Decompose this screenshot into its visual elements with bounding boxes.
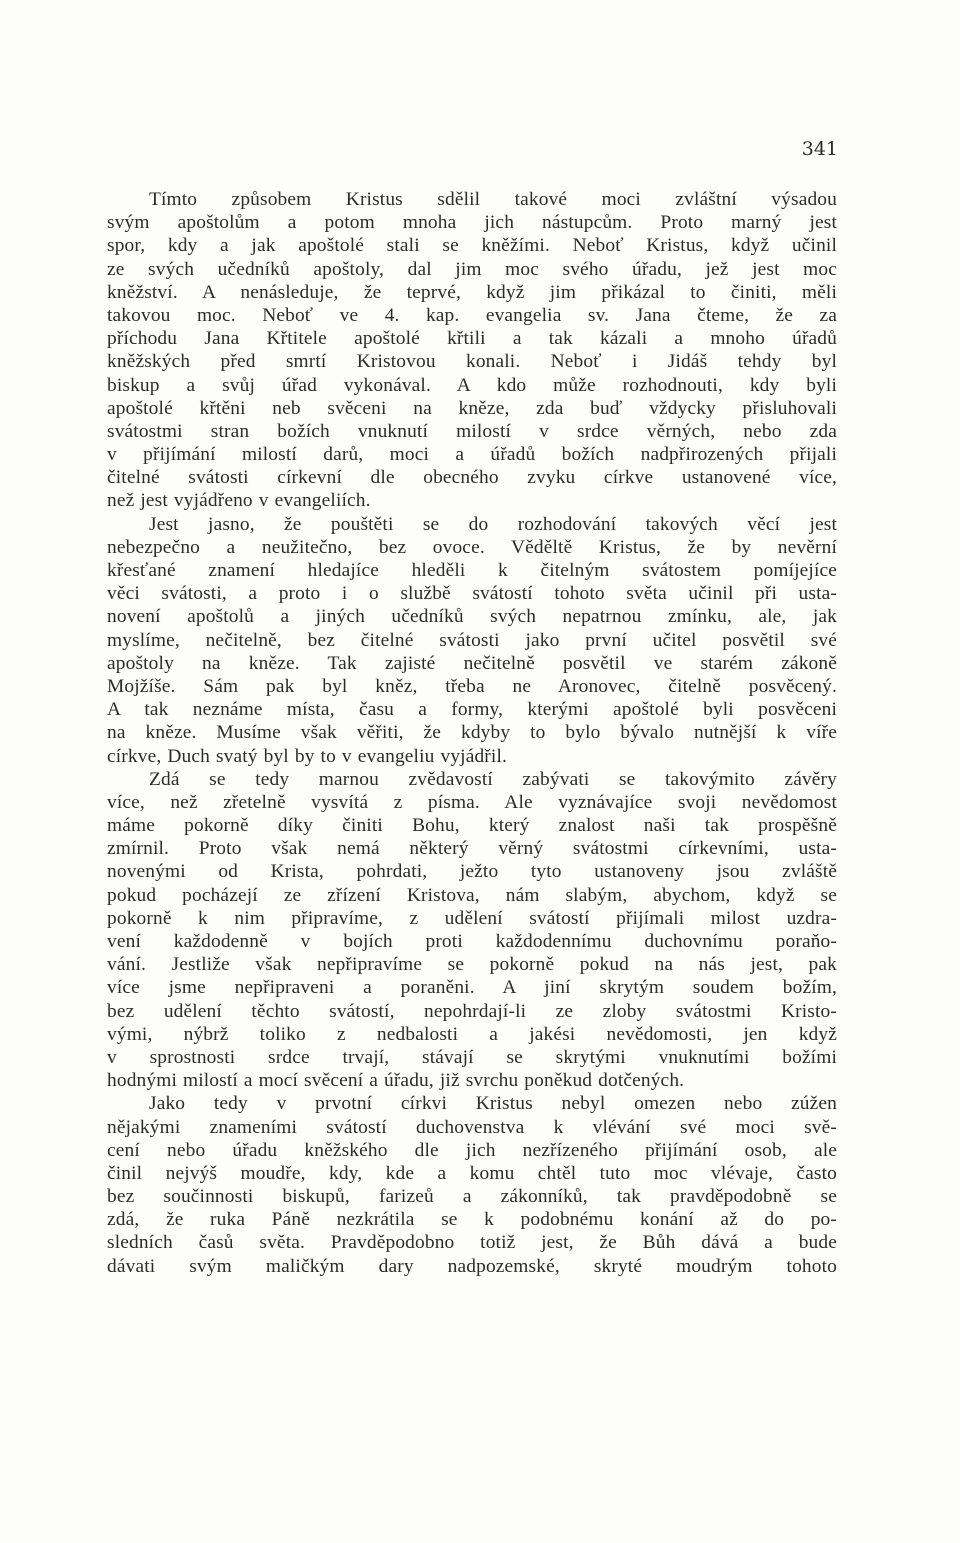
text-line: cení nebo úřadu kněžského dle jich nezřízeného přijímání osob, ale [107, 1139, 837, 1161]
text-line: spor, kdy a jak apoštolé stali se kněžími. Neboť Kristus, když učinil [107, 235, 837, 257]
text-line: církve, Duch svatý byl by to v evangeliu vyjádřil. [107, 745, 507, 767]
text-line: vými, nýbrž toliko z nedbalosti a jakési nevědomosti, jen když [107, 1023, 837, 1045]
text-line: zmírnil. Proto však nemá některý věrný svátostmi církevními, usta- [107, 838, 837, 860]
text-line: pokorně k nim připravíme, z udělení svátostí přijímali milost uzdra- [107, 907, 837, 929]
text-line: více, než zřetelně vysvítá z písma. Ale vyznávajíce svoji nevědomost [107, 791, 837, 813]
text-line: Jako tedy v prvotní církvi Kristus nebyl omezen nebo zúžen [149, 1093, 837, 1115]
text-line: svým apoštolům a potom mnoha jich nástupcům. Proto marný jest [107, 212, 837, 234]
text-line: myslíme, nečitelně, bez čitelné svátosti jako první učitel posvětil své [107, 629, 837, 651]
text-line: zdá, že ruka Páně nezkrátila se k podobnému konání až do po- [107, 1209, 837, 1231]
text-line: nebezpečno a neužitečno, bez ovoce. Věděltě Kristus, že by nevěrní [107, 536, 837, 558]
text-line: Mojžíše. Sám pak byl kněz, třeba ne Aronovec, čitelně posvěcený. [107, 675, 837, 697]
text-line: v sprostnosti srdce trvají, stávají se skrytými vnuknutími božími [107, 1046, 837, 1068]
text-line: kněžství. A nenásleduje, že teprvé, když jim přikázal to činiti, měli [107, 281, 837, 303]
text-line: novení apoštolů a jiných učedníků svých nepatrnou zmínku, ale, jak [107, 606, 837, 628]
text-line: apoštolé křtěni neb svěceni na kněze, zda buď vždycky přisluhovali [107, 397, 837, 419]
text-line: křesťané znamení hledajíce hleděli k čitelným svátostem pomíjejíce [107, 560, 837, 581]
text-line: takovou moc. Neboť ve 4. kap. evangelia sv. Jana čteme, že za [107, 304, 837, 326]
text-line: než jest vyjádřeno v evangeliích. [107, 490, 371, 512]
text-line: vání. Jestliže však nepřipravíme se pokorně pokud na nás jest, pak [107, 954, 837, 976]
text-line: A tak neznáme místa, času a formy, kterými apoštolé byli posvěceni [107, 699, 837, 721]
text-line: v přijímání milostí darů, moci a úřadů božích nadpřirozených přijali [107, 444, 837, 466]
text-line: hodnými milostí a mocí svěcení a úřadu, již svrchu poněkud dotčených. [107, 1070, 685, 1092]
page-number: 341 [801, 138, 838, 160]
text-line: bez součinnosti biskupů, farizeů a zákonníků, tak pravděpodobně se [107, 1186, 837, 1208]
text-line: věci svátosti, a proto i o službě svátostí tohoto světa učinil při usta- [107, 583, 837, 605]
text-line: biskup a svůj úřad vykonával. A kdo může rozhodnouti, kdy byli [107, 374, 837, 396]
text-line: máme pokorně díky činiti Bohu, který znalost naši tak prospěšně [107, 815, 837, 837]
text-line: činil nejvýš moudře, kdy, kde a komu chtěl tuto moc vlévaje, často [107, 1162, 837, 1184]
text-line: apoštoly na kněze. Tak zajisté nečitelně posvětil ve starém zákoně [107, 652, 837, 674]
text-line: na kněze. Musíme však věřiti, že kdyby to bylo bývalo nutnější k víře [107, 722, 837, 744]
text-line: sledních časů světa. Pravděpodobno totiž jest, že Bůh dává a bude [107, 1232, 837, 1254]
text-line: příchodu Jana Křtitele apoštolé křtili a tak kázali a mnoho úřadů [107, 328, 837, 350]
text-line: čitelné svátosti církevní dle obecného zvyku církve ustanovené více, [107, 467, 837, 489]
text-line: svátostmi stran božích vnuknutí milostí v srdce věrných, nebo zda [107, 420, 837, 442]
text-line: kněžských před smrtí Kristovou konali. Neboť i Jidáš tehdy byl [107, 351, 837, 373]
text-line: více jsme nepřipraveni a poraněni. A jiní skrytým soudem božím, [107, 977, 837, 999]
text-line: dávati svým maličkým dary nadpozemské, skryté moudrým tohoto [107, 1255, 837, 1277]
body-text [107, 188, 837, 1278]
text-line: ze svých učedníků apoštoly, dal jim moc svého úřadu, jež jest moc [107, 258, 837, 280]
text-line: nějakými znameními svátostí duchovenstva k vlévání své moci svě- [107, 1116, 837, 1138]
text-line: Jest jasno, že pouštěti se do rozhodování takových věcí jest [149, 513, 837, 535]
text-line: Tímto způsobem Kristus sdělil takové moci zvláštní výsadou [149, 189, 837, 210]
text-line: vení každodenně v bojích proti každodennímu duchovnímu poraňo- [107, 931, 837, 952]
text-line: Zdá se tedy marnou zvědavostí zabývati se takovýmito závěry [149, 768, 837, 790]
text-line: bez udělení těchto svátostí, nepohrdají-li ze zloby svátostmi Kristo- [107, 1000, 837, 1022]
text-line: novenými od Krista, pohrdati, ježto tyto ustanoveny jsou zvláště [107, 861, 837, 883]
text-line: pokud pocházejí ze zřízení Kristova, nám slabým, abychom, když se [107, 884, 837, 906]
